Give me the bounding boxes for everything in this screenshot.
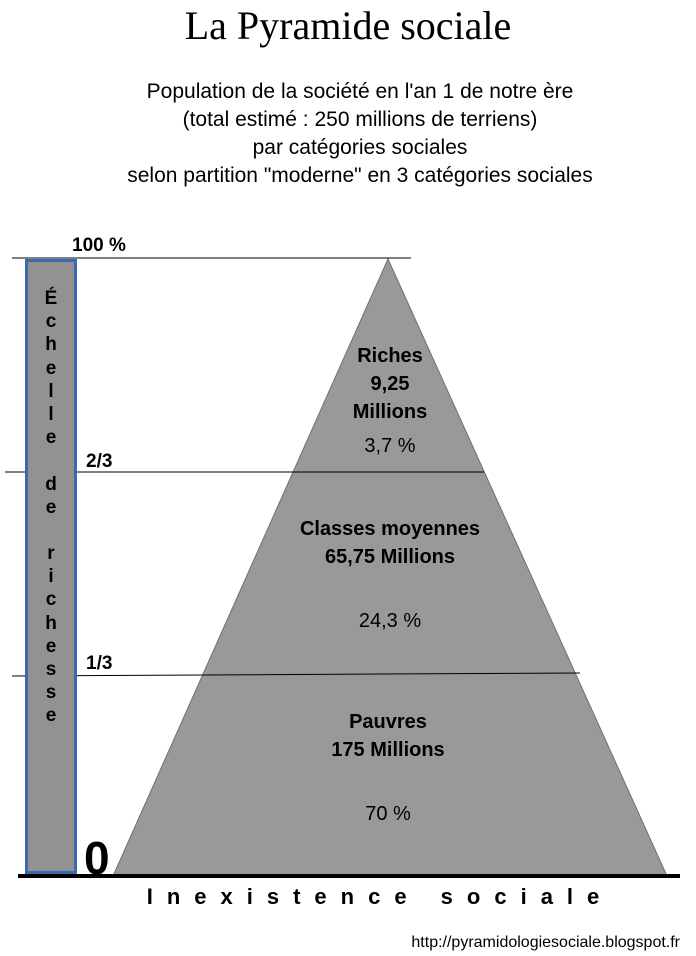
tier-moyennes-name: Classes moyennes xyxy=(299,518,481,540)
scale-letter: l xyxy=(48,380,54,402)
scale-letter: h xyxy=(45,612,57,634)
label-100-percent: 100 % xyxy=(72,235,126,256)
scale-letter: e xyxy=(45,357,57,379)
scale-letter: l xyxy=(48,403,54,425)
subtitle-line-3: par catégories sociales xyxy=(252,136,468,159)
scale-letter: r xyxy=(47,543,55,565)
tier-pauvres-name: Pauvres xyxy=(349,711,427,733)
tier-classes-moyennes xyxy=(268,515,512,635)
label-two-thirds: 2/3 xyxy=(86,451,113,472)
scale-letter: c xyxy=(45,311,57,333)
scale-letter xyxy=(25,449,77,472)
label-zero: 0 xyxy=(84,832,110,884)
label-one-third: 1/3 xyxy=(86,653,113,674)
scale-letter: e xyxy=(45,705,57,727)
subtitle-line-4: selon partition "moderne" en 3 catégories sociales xyxy=(127,164,593,187)
subtitle-line-1: Population de la société en l'an 1 de notre ère xyxy=(146,80,574,103)
tier-riches-count-unit: Millions xyxy=(352,401,428,423)
tier-moyennes-percent: 24,3 % xyxy=(358,610,422,632)
scale-letter: d xyxy=(45,473,57,495)
tier-moyennes-count: 65,75 Millions xyxy=(324,546,456,568)
tier-riches-count: 9,25 xyxy=(370,373,410,395)
base-label: Inexistence sociale xyxy=(146,884,614,909)
tier-pauvres-count: 175 Millions xyxy=(331,739,445,761)
scale-letter xyxy=(25,519,77,542)
scale-letter: s xyxy=(45,659,57,680)
scale-letter: i xyxy=(48,566,54,588)
footer-url: http://pyramidologiesociale.blogspot.fr xyxy=(411,934,680,951)
wealth-scale-label xyxy=(25,287,77,728)
scale-letter: É xyxy=(44,288,58,309)
tier-pauvres-percent: 70 % xyxy=(365,803,411,825)
scale-letter: e xyxy=(45,496,57,518)
scale-letter: e xyxy=(45,427,57,449)
tier-riches xyxy=(320,342,460,460)
tier-pauvres xyxy=(298,708,478,828)
scale-letter: h xyxy=(45,334,57,356)
scale-letter: c xyxy=(45,589,57,611)
subtitle-line-2: (total estimé : 250 millions de terriens) xyxy=(182,108,538,131)
scale-letter: e xyxy=(45,635,57,657)
tier-riches-name: Riches xyxy=(357,345,423,367)
scale-letter: s xyxy=(45,682,57,704)
tier-riches-percent: 3,7 % xyxy=(364,435,416,457)
page-title: La Pyramide sociale xyxy=(184,3,512,48)
